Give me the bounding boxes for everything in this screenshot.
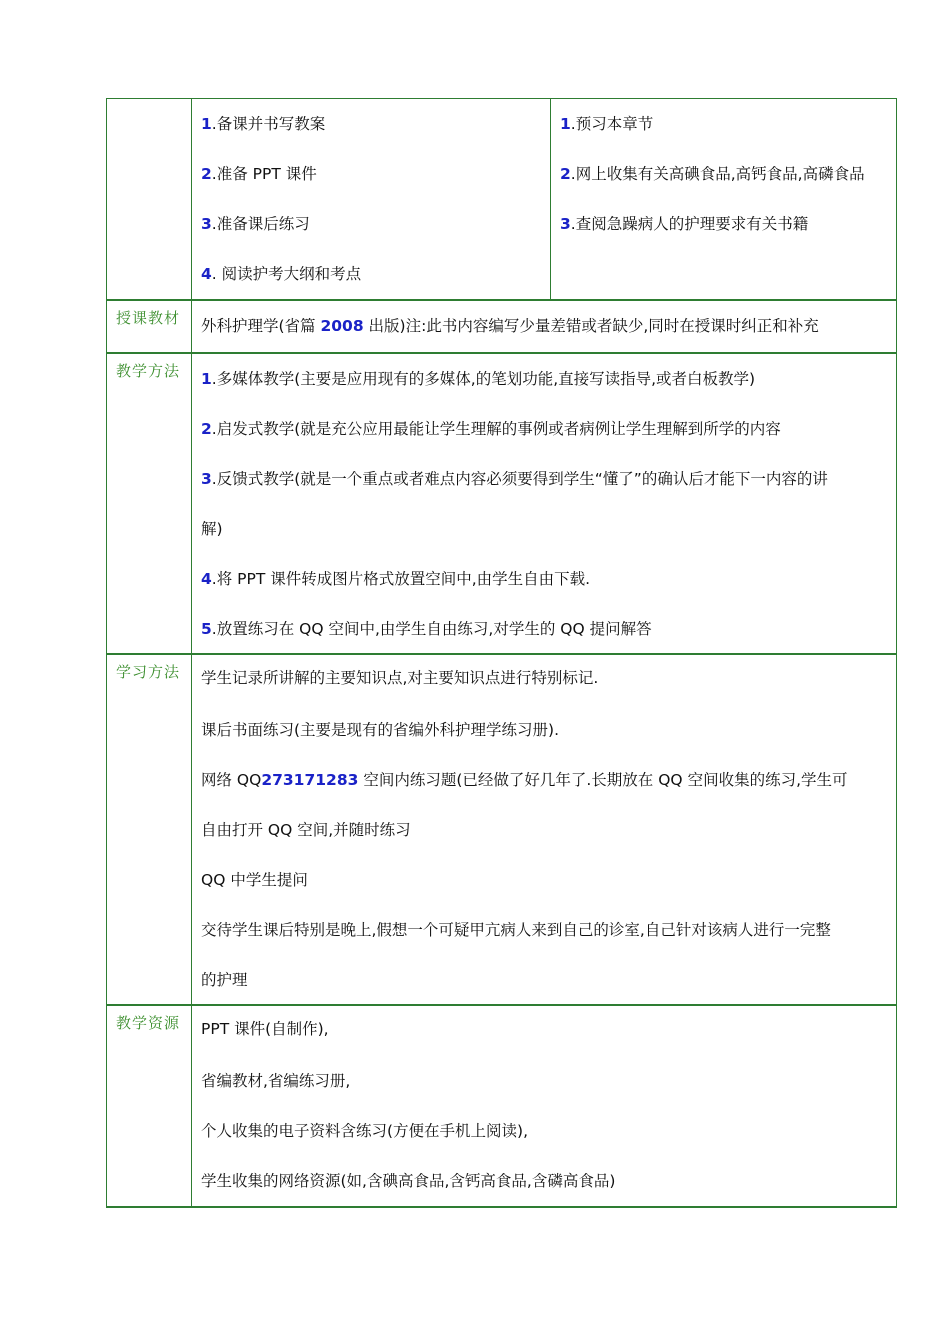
teaching-method-cell xyxy=(192,354,896,653)
learning-method-label: 学习方法 xyxy=(107,655,192,1004)
prep-label-cell xyxy=(107,99,192,299)
learning-method-line: QQ 中学生提问 xyxy=(201,871,308,889)
teaching-method-item: 3.反馈式教学(就是一个重点或者难点内容必须要得到学生“懂了”的确认后才能下一内容的讲 xyxy=(201,470,828,488)
prep-row xyxy=(106,98,897,299)
teacher-prep-item: 1.备课并书写教案 xyxy=(201,115,326,133)
learning-method-line: 课后书面练习(主要是现有的省编外科护理学练习册). xyxy=(201,721,560,739)
student-prep-item: 2.网上收集有关高碘食品,高钙食品,高磷食品 xyxy=(560,165,865,183)
teaching-method-item: 5.放置练习在 QQ 空间中,由学生自由练习,对学生的 QQ 提问解答 xyxy=(201,620,652,638)
teaching-method-item: 1.多媒体教学(主要是应用现有的多媒体,的笔划功能,直接写读指导,或者白板教学) xyxy=(201,370,756,388)
textbook-label: 授课教材 xyxy=(107,301,192,352)
learning-method-line: 自由打开 QQ 空间,并随时练习 xyxy=(201,821,411,839)
learning-method-line: 的护理 xyxy=(201,971,248,989)
learning-method-cell xyxy=(192,655,896,1004)
teaching-method-item-continued: 解) xyxy=(201,520,223,538)
student-prep-item: 3.查阅急躁病人的护理要求有关书籍 xyxy=(560,215,809,233)
resources-label: 教学资源 xyxy=(107,1006,192,1206)
teacher-prep-cell xyxy=(192,99,551,299)
textbook-row xyxy=(106,299,897,352)
student-prep-item: 1.预习本章节 xyxy=(560,115,654,133)
resources-row xyxy=(106,1004,897,1208)
learning-method-line: 学生记录所讲解的主要知识点,对主要知识点进行特别标记. xyxy=(201,669,599,687)
teacher-prep-item: 3.准备课后练习 xyxy=(201,215,310,233)
learning-method-line: 交待学生课后特别是晚上,假想一个可疑甲亢病人来到自己的诊室,自己针对该病人进行一完整 xyxy=(201,921,831,939)
teacher-prep-item: 4. 阅读护考大纲和考点 xyxy=(201,265,362,283)
student-prep-cell xyxy=(551,99,896,299)
resources-cell xyxy=(192,1006,896,1206)
teaching-method-item: 4.将 PPT 课件转成图片格式放置空间中,由学生自由下载. xyxy=(201,570,591,588)
resource-item: PPT 课件(自制作), xyxy=(201,1020,329,1038)
learning-method-row xyxy=(106,653,897,1004)
teacher-prep-item: 2.准备 PPT 课件 xyxy=(201,165,317,183)
prep-columns xyxy=(192,99,896,299)
resource-item: 省编教材,省编练习册, xyxy=(201,1072,351,1090)
teaching-method-item: 2.启发式教学(就是充公应用最能让学生理解的事例或者病例让学生理解到所学的内容 xyxy=(201,420,781,438)
textbook-cell xyxy=(192,301,896,352)
teaching-method-row xyxy=(106,352,897,653)
textbook-text: 外科护理学(省篇 2008 出版)注:此书内容编写少量差错或者缺少,同时在授课时纠正和补充 xyxy=(201,317,819,335)
learning-method-line: 网络 QQ273171283 空间内练习题(已经做了好几年了.长期放在 QQ 空间收集的练习,学生可 xyxy=(201,771,848,789)
resource-item: 个人收集的电子资料含练习(方便在手机上阅读), xyxy=(201,1122,529,1140)
lesson-plan-table xyxy=(106,98,897,1208)
teaching-method-label: 教学方法 xyxy=(107,354,192,653)
resource-item: 学生收集的网络资源(如,含碘高食品,含钙高食品,含磷高食品) xyxy=(201,1172,616,1190)
